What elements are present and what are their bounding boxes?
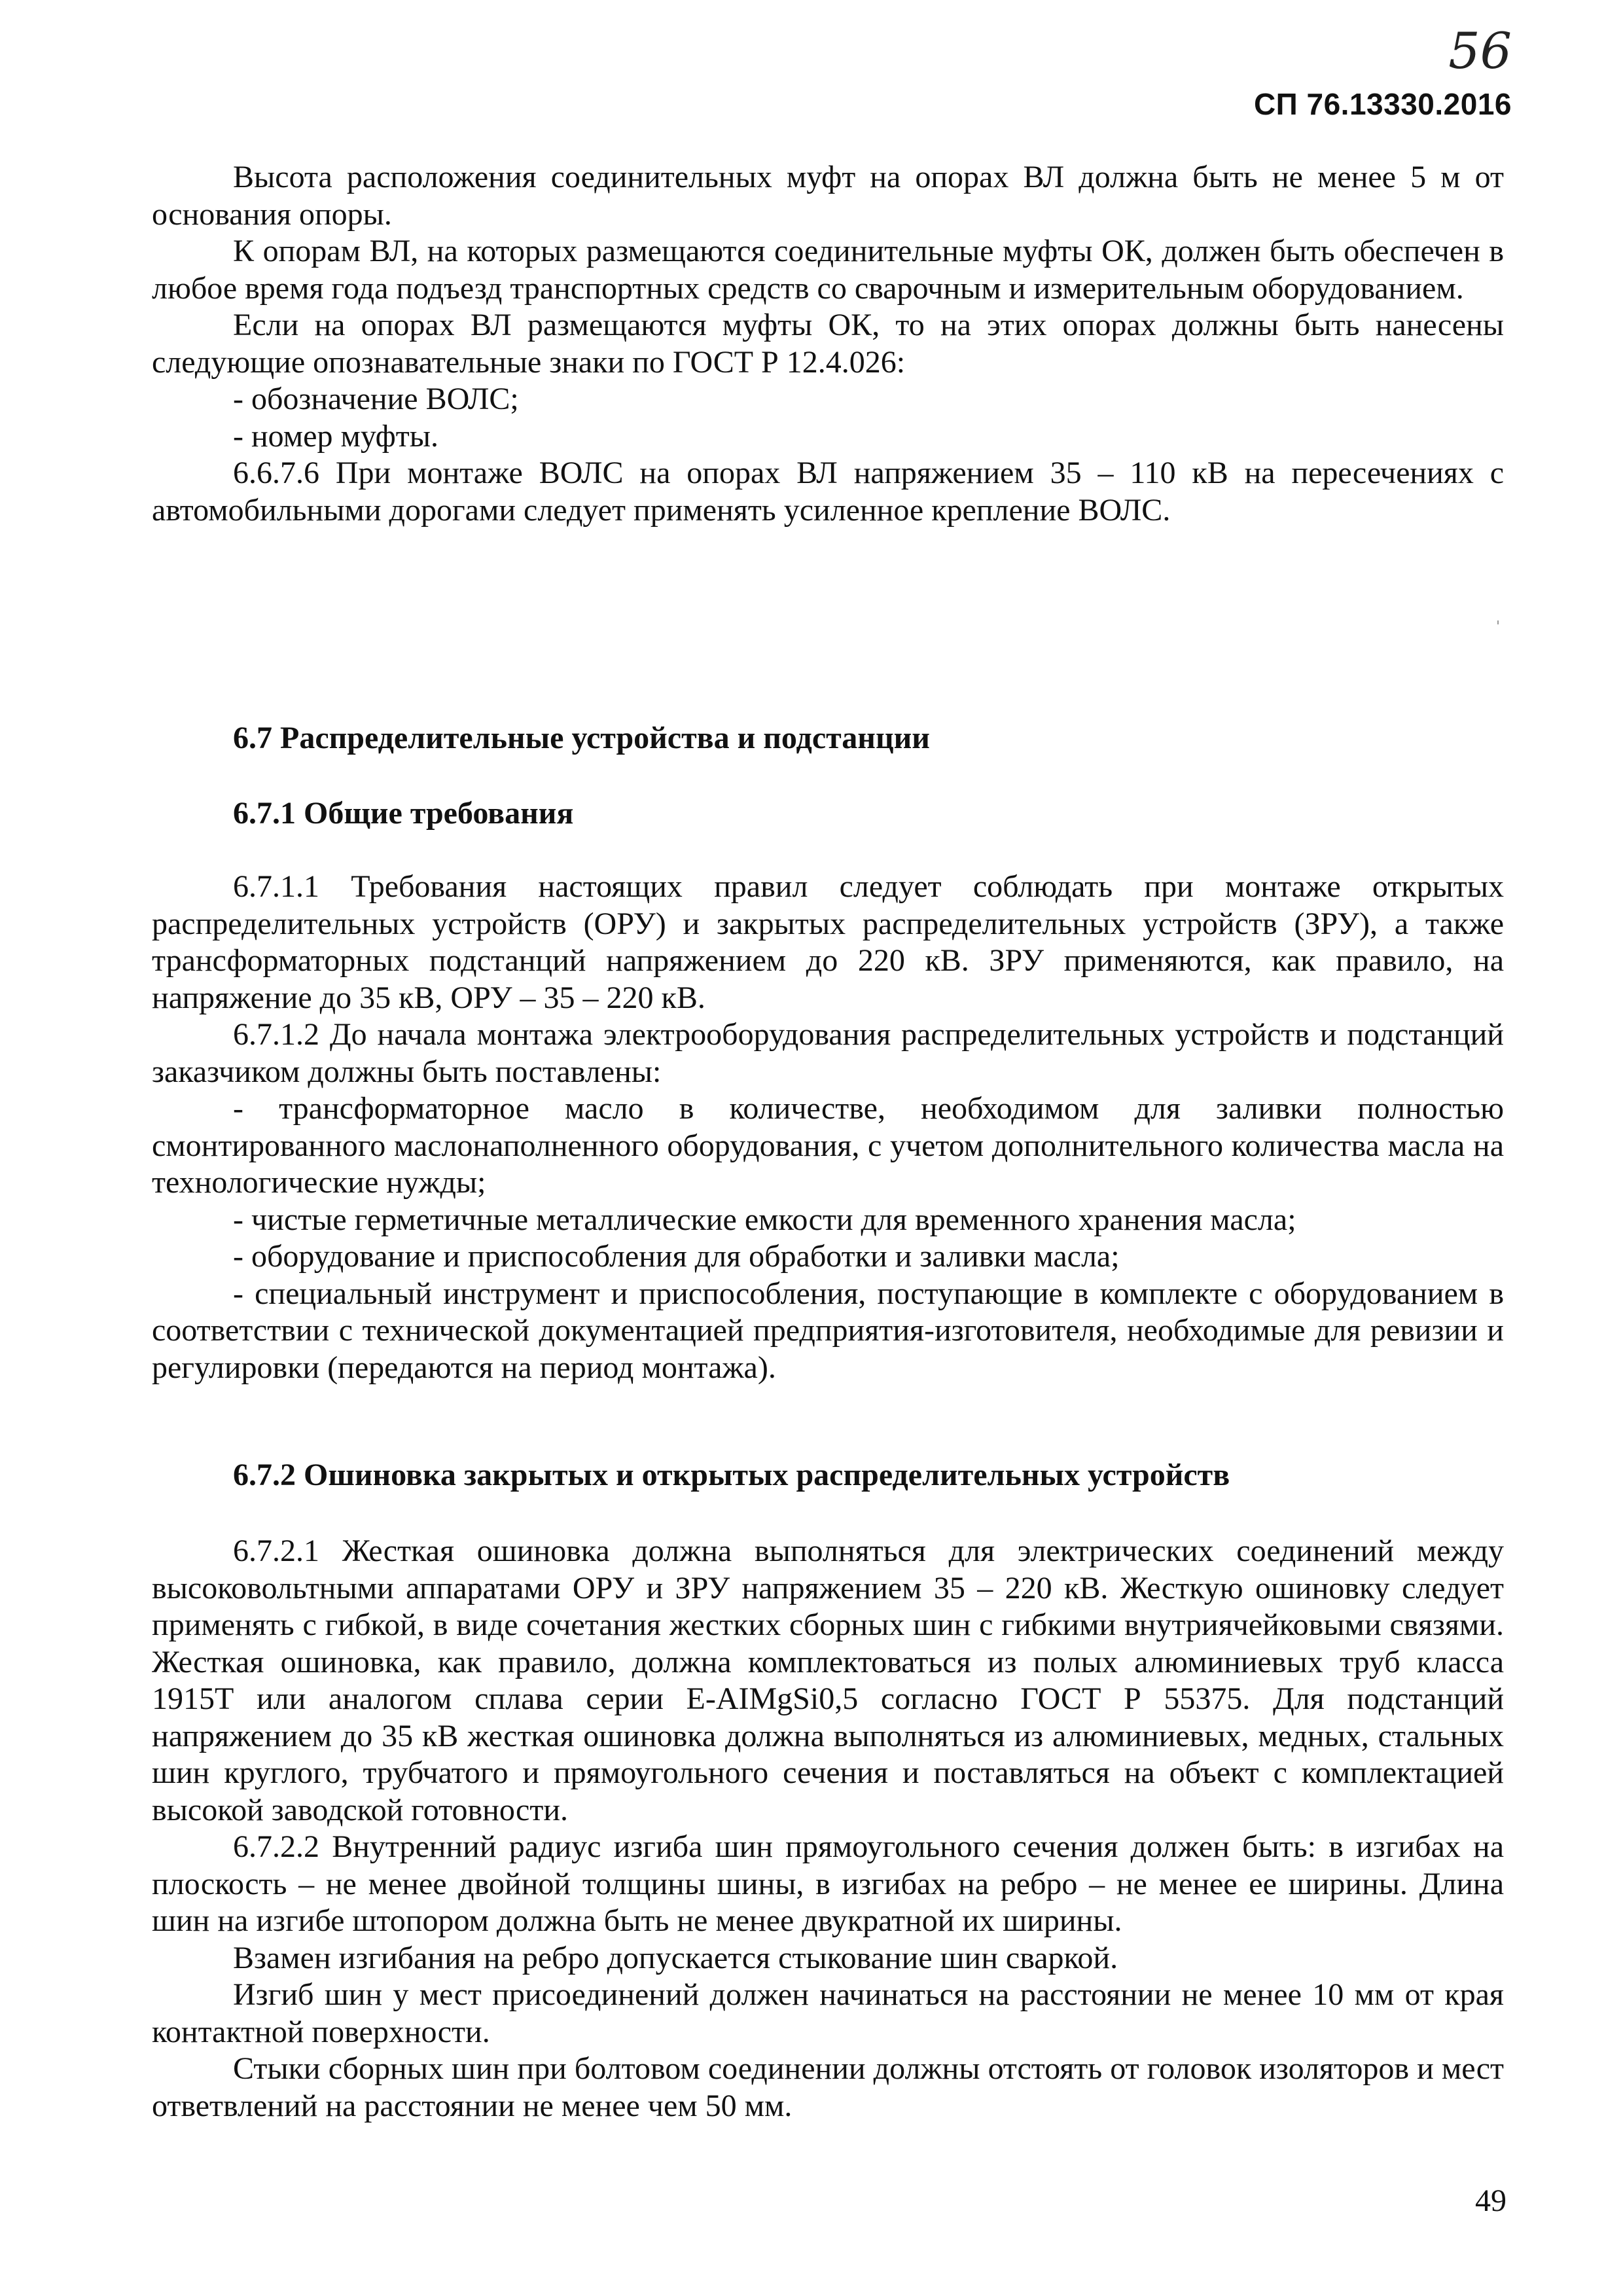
list-item: - специальный инструмент и приспособления, поступающие в комплекте с оборудованием в соответствии с технической документацией предприятия-изготовителя, необходимые для ревизии и регулировки (передаются на период монтажа). xyxy=(152,1276,1504,1385)
paragraph: Взамен изгибания на ребро допускается стыкование шин сваркой. xyxy=(233,1940,1118,1975)
paragraph: 6.7.2.1 Жесткая ошиновка должна выполняться для электрических соединений между высоковольтными аппаратами ОРУ и ЗРУ напряжением 35 – 220 кВ. Жесткую ошиновку следует применять с гибкой, в виде сочетания жестких сборных шин с гибкими внутриячейковыми связями. Жесткая ошиновка, как правило, должна комплектоваться из полых алюминиевых труб класса 1915Т или аналогом сплава серии E-AIMgSi0,5 согласно ГОСТ Р 55375. Для подстанций напряжением до 35 кВ жесткая ошиновка должна выполняться из алюминиевых, медных, стальных шин круглого, трубчатого и прямоугольного сечения и поставляться на объект с комплектацией высокой заводской готовности. xyxy=(152,1534,1504,1827)
paragraph: Изгиб шин у мест присоединений должен начинаться на расстоянии не менее 10 мм от края контактной поверхности. xyxy=(152,1977,1504,2049)
handwritten-sheet-number: 56 xyxy=(1448,22,1512,80)
paragraph: 6.7.1.2 До начала монтажа электрооборудования распределительных устройств и подстанций заказчиком должны быть поставлены: xyxy=(152,1017,1504,1089)
paragraph: Стыки сборных шин при болтовом соединении должны отстоять от головок изоляторов и мест ответвлений на расстоянии не менее чем 50 мм. xyxy=(152,2051,1504,2123)
paragraph: К опорам ВЛ, на которых размещаются соединительные муфты ОК, должен быть обеспечен в любое время года подъезд транспортных средств со сварочным и измерительным оборудованием. xyxy=(152,234,1504,306)
list-item: - трансформаторное масло в количестве, необходимом для заливки полностью смонтированного маслонаполненного оборудования, с учетом дополнительного количества масла на технологические нужды; xyxy=(152,1091,1504,1200)
section-heading-6-7: 6.7 Распределительные устройства и подстанции xyxy=(233,721,930,755)
busbar-text-block xyxy=(152,1533,1504,2125)
paragraph: Если на опорах ВЛ размещаются муфты ОК, то на этих опорах должны быть нанесены следующие опознавательные знаки по ГОСТ Р 12.4.026: xyxy=(152,308,1504,380)
paragraph: 6.7.2.2 Внутренний радиус изгиба шин прямоугольного сечения должен быть: в изгибах на плоскость – не менее двойной толщины шины, в изгибах на ребро – не менее ее ширины. Длина шин на изгибе штопором должна быть не менее двукратной их ширины. xyxy=(152,1829,1504,1938)
list-item: - обозначение ВОЛС; xyxy=(233,382,519,416)
paragraph: 6.6.7.6 При монтаже ВОЛС на опорах ВЛ напряжением 35 – 110 кВ на пересечениях с автомобильными дорогами следует применять усиленное крепление ВОЛС. xyxy=(152,456,1504,528)
section-heading-6-7-1: 6.7.1 Общие требования xyxy=(233,796,574,831)
list-item: - чистые герметичные металлические емкости для временного хранения масла; xyxy=(233,1202,1296,1237)
paragraph: Высота расположения соединительных муфт на опорах ВЛ должна быть не менее 5 м от основания опоры. xyxy=(152,160,1504,232)
paragraph: 6.7.1.1 Требования настоящих правил следует соблюдать при монтаже открытых распределительных устройств (ОРУ) и закрытых распределительных устройств (ЗРУ), а также трансформаторных подстанций напряжением до 220 кВ. ЗРУ применяются, как правило, на напряжение до 35 кВ, ОРУ – 35 – 220 кВ. xyxy=(152,869,1504,1015)
document-code: СП 76.13330.2016 xyxy=(1253,87,1512,121)
intro-text-block xyxy=(152,159,1504,529)
general-requirements-block xyxy=(152,869,1504,1386)
section-heading-6-7-2: 6.7.2 Ошиновка закрытых и открытых распределительных устройств xyxy=(233,1458,1230,1492)
page-number: 49 xyxy=(1475,2183,1507,2218)
list-item: - оборудование и приспособления для обработки и заливки масла; xyxy=(233,1239,1120,1274)
scan-mark xyxy=(1497,620,1499,624)
list-item: - номер муфты. xyxy=(233,418,438,454)
